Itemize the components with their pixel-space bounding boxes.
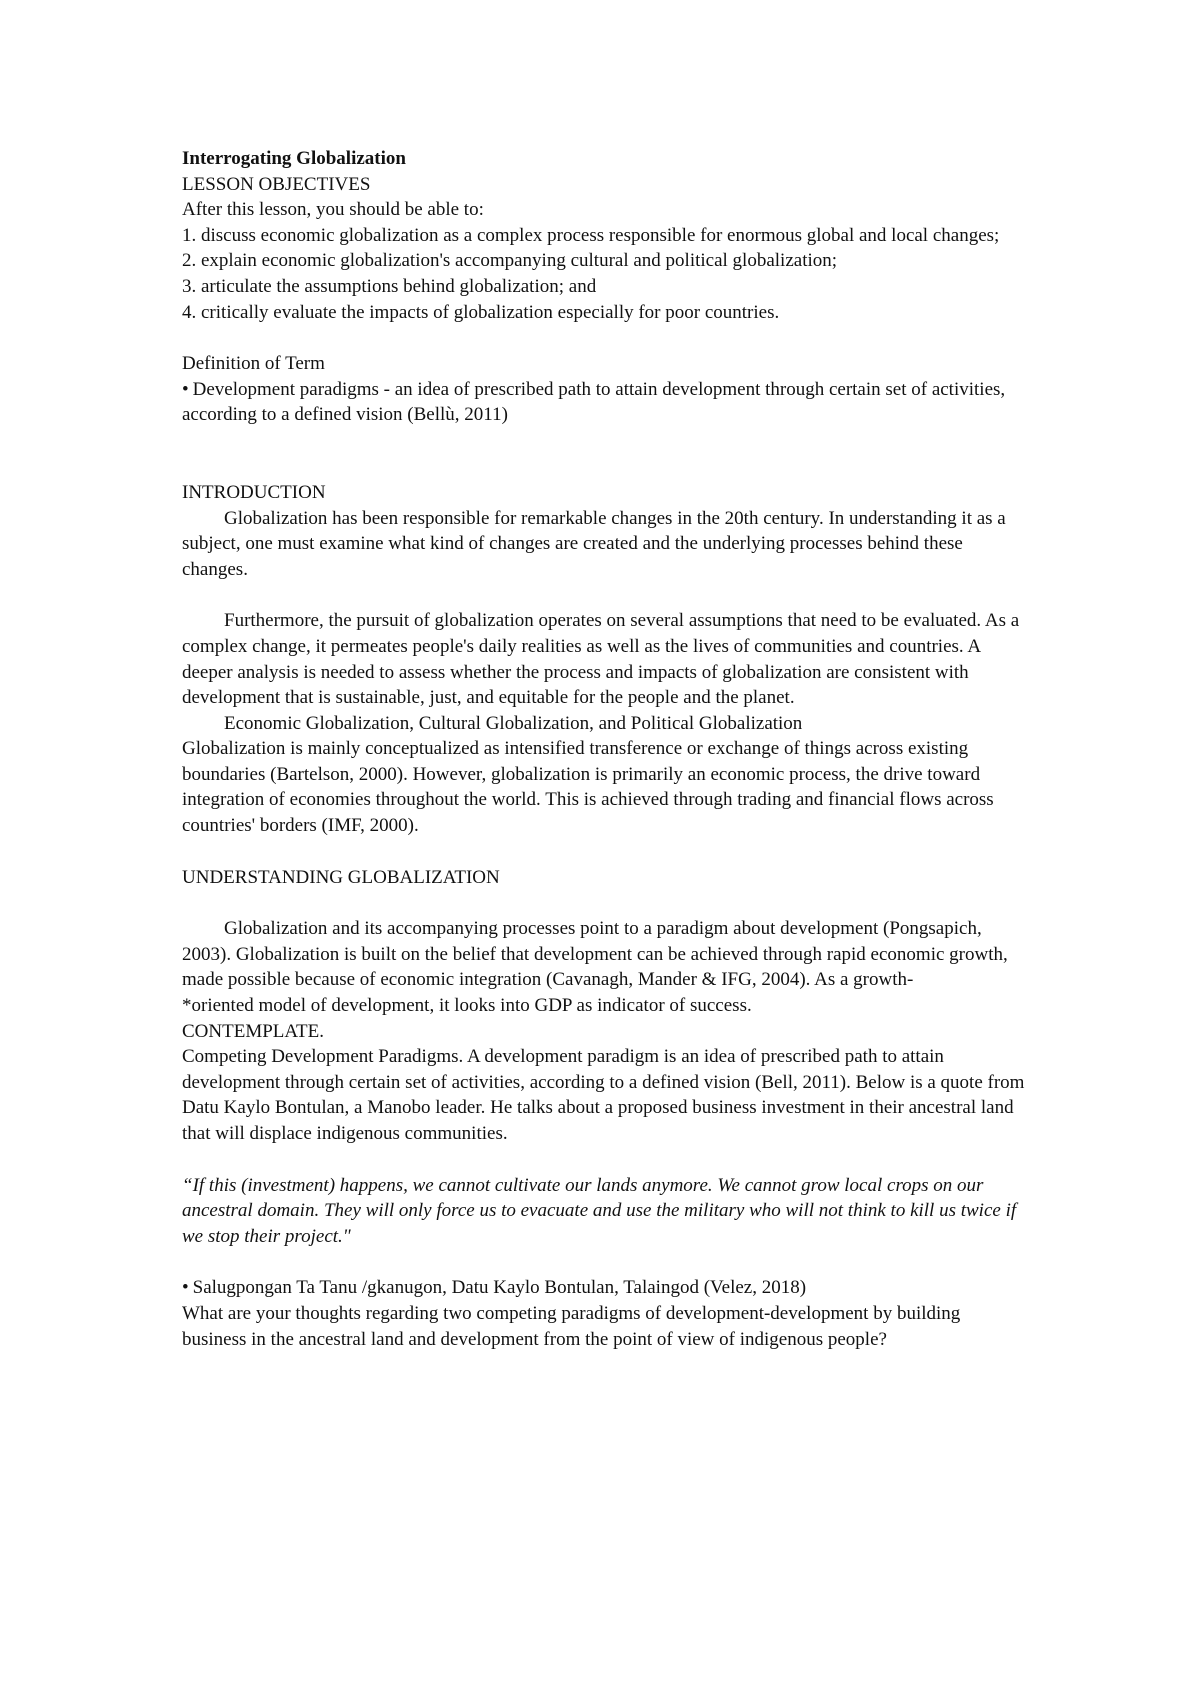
objective-item: 2. explain economic globalization's accompanying cultural and political globalization; bbox=[182, 250, 838, 272]
bullet-icon: • bbox=[182, 1277, 189, 1299]
contemplate-label: CONTEMPLATE. bbox=[182, 1020, 324, 1042]
types-paragraph: Globalization is mainly conceptualized as intensified transference or exchange of things across existing boundaries (Bartelson, 2000). However, globalization is primarily an economic process, the drive toward integration of economies throughout the world. This is achieved through trading and financial flows across countries' borders (IMF, 2000). bbox=[182, 738, 994, 837]
objective-item: 1. discuss economic globalization as a complex process responsible for enormous global and local changes; bbox=[182, 224, 1000, 246]
objectives-intro: After this lesson, you should be able to: bbox=[182, 199, 484, 221]
intro-paragraph: Globalization has been responsible for remarkable changes in the 20th century. In understanding it as a subject, one must examine what kind of changes are created and the underlying processes behind these changes. bbox=[182, 507, 1006, 580]
definition-item bbox=[182, 377, 1027, 428]
understanding-paragraph: Globalization and its accompanying processes point to a paradigm about development (Pongsapich, 2003). Globalization is built on the belief that development can be achieved through rapid economic growth, made possible because of economic integration (Cavanagh, Mander & IFG, 2004). As a growth- bbox=[182, 918, 1008, 991]
bullet-icon: • bbox=[182, 378, 189, 400]
objective-item: 4. critically evaluate the impacts of globalization especially for poor countries. bbox=[182, 301, 780, 323]
objectives-heading: LESSON OBJECTIVES bbox=[182, 173, 371, 195]
attribution-text: Salugpongan Ta Tanu /gkanugon, Datu Kaylo Bontulan, Talaingod (Velez, 2018) bbox=[192, 1277, 807, 1299]
attribution-item bbox=[182, 1275, 1027, 1301]
document-body bbox=[182, 146, 1027, 1352]
introduction-heading: INTRODUCTION bbox=[182, 481, 326, 503]
types-subheading: Economic Globalization, Cultural Globalization, and Political Globalization bbox=[224, 712, 803, 734]
document-title: Interrogating Globalization bbox=[182, 148, 406, 169]
intro-paragraph: Furthermore, the pursuit of globalization operates on several assumptions that need to be evaluated. As a complex change, it permeates people's daily realities as well as the lives of communities and countries. A deeper analysis is needed to assess whether the process and impacts of globalization are consistent with development that is sustainable, just, and equitable for the people and the planet. bbox=[182, 610, 1020, 709]
quote-block: “If this (investment) happens, we cannot cultivate our lands anymore. We cannot grow local crops on our ancestral domain. They will only force us to evacuate and use the military who will not think to kill us twice if we stop their project." bbox=[182, 1174, 1017, 1247]
definition-heading: Definition of Term bbox=[182, 353, 325, 375]
understanding-heading: UNDERSTANDING GLOBALIZATION bbox=[182, 866, 500, 888]
definition-text: Development paradigms - an idea of prescribed path to attain development through certain set of activities, according to a defined vision (Bellù, 2011) bbox=[182, 378, 1006, 426]
reflection-question: What are your thoughts regarding two competing paradigms of development-development by building business in the ancestral land and development from the point of view of indigenous people? bbox=[182, 1302, 961, 1350]
objective-item: 3. articulate the assumptions behind globalization; and bbox=[182, 275, 597, 297]
contemplate-paragraph: Competing Development Paradigms. A development paradigm is an idea of prescribed path to attain development through certain set of activities, according to a defined vision (Bell, 2011). Below is a quote from Datu Kaylo Bontulan, a Manobo leader. He talks about a proposed business investment in their ancestral land that will displace indigenous communities. bbox=[182, 1046, 1025, 1144]
understanding-continuation: *oriented model of development, it looks into GDP as indicator of success. bbox=[182, 995, 752, 1017]
